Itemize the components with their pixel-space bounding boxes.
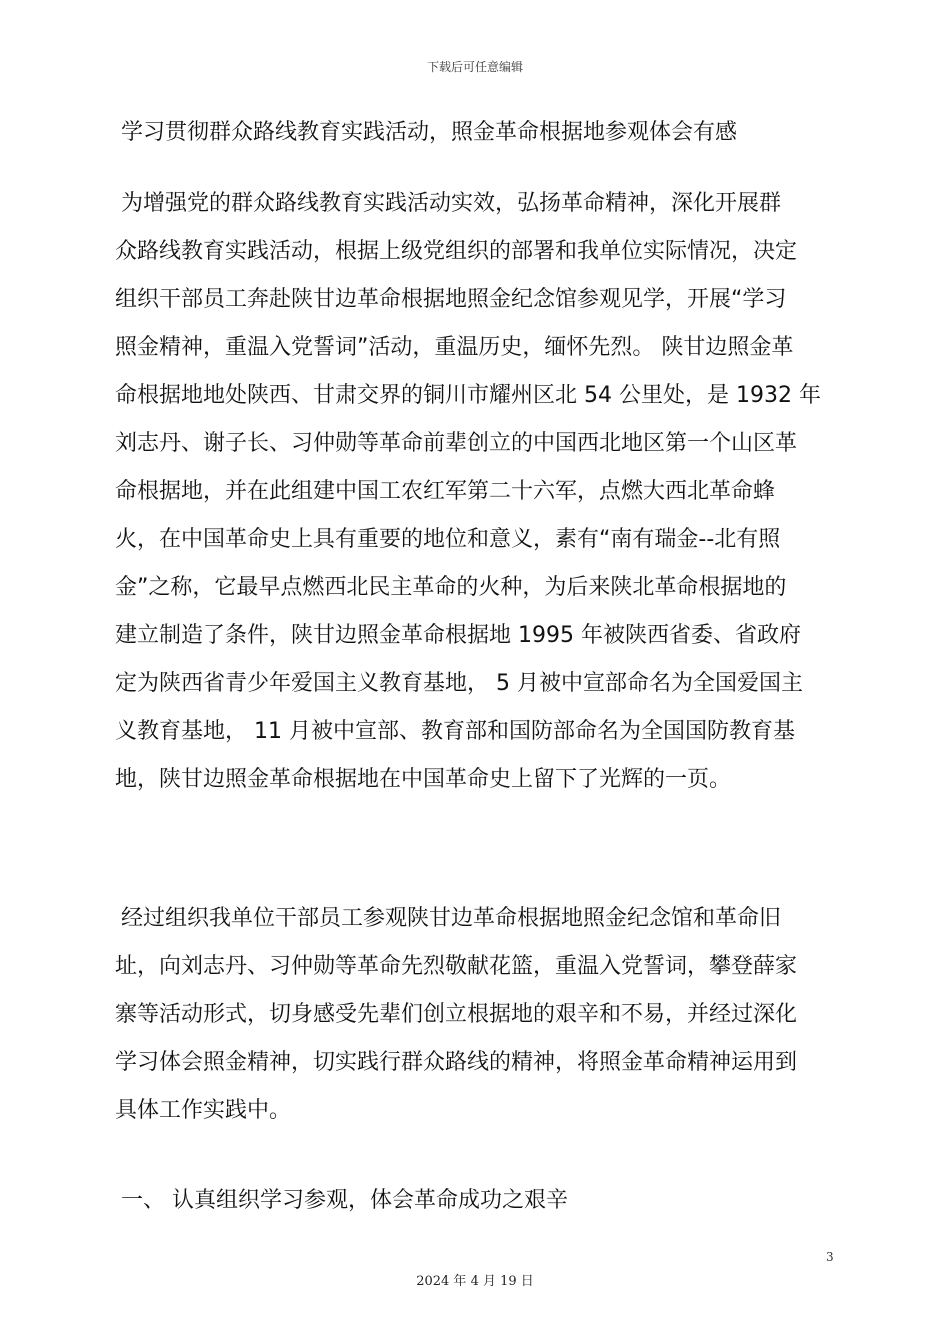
paragraph-2 bbox=[115, 895, 845, 1135]
page-number: 3 bbox=[826, 1250, 834, 1264]
paragraph-line: 命根据地地处陕西、甘肃交界的铜川市耀州区北 54 公里处，是 1932 年 bbox=[115, 383, 821, 408]
header-note: 下载后可任意编辑 bbox=[426, 60, 523, 74]
paragraph-line: 寨等活动形式，切身感受先辈们创立根据地的艰辛和不易，并经过深化 bbox=[115, 1002, 798, 1027]
paragraph-line: 为增强党的群众路线教育实践活动实效，弘扬革命精神，深化开展群 bbox=[121, 191, 782, 216]
paragraph-line: 金”之称，它最早点燃西北民主革命的火种，为后来陕北革命根据地的 bbox=[115, 575, 787, 600]
section-heading: 一、 认真组织学习参观，体会革命成功之艰辛 bbox=[121, 1188, 568, 1213]
document-title: 学习贯彻群众路线教育实践活动，照金革命根据地参观体会有感 bbox=[121, 120, 738, 145]
paragraph-line: 照金精神，重温入党誓词”活动，重温历史，缅怀先烈。 陕甘边照金革 bbox=[115, 335, 794, 360]
paragraph-line: 定为陕西省青少年爱国主义教育基地， 5 月被中宣部命名为全国爱国主 bbox=[115, 671, 803, 696]
paragraph-line: 址，向刘志丹、习仲勋等革命先烈敬献花篮，重温入党誓词，攀登薛家 bbox=[115, 954, 798, 979]
paragraph-line: 义教育基地， 11 月被中宣部、教育部和国防部命名为全国国防教育基 bbox=[115, 719, 795, 744]
paragraph-line: 具体工作实践中。 bbox=[115, 1098, 292, 1123]
paragraph-line: 建立制造了条件，陕甘边照金革命根据地 1995 年被陕西省委、省政府 bbox=[115, 623, 801, 648]
paragraph-line: 刘志丹、谢子长、习仲勋等革命前辈创立的中国西北地区第一个山区革 bbox=[115, 431, 798, 456]
paragraph-line: 众路线教育实践活动，根据上级党组织的部署和我单位实际情况，决定 bbox=[115, 239, 798, 264]
paragraph-line: 火，在中国革命史上具有重要的地位和意义，素有“南有瑞金--北有照 bbox=[115, 527, 781, 552]
paragraph-1 bbox=[115, 180, 845, 804]
paragraph-line: 学习体会照金精神，切实践行群众路线的精神，将照金革命精神运用到 bbox=[115, 1050, 798, 1075]
paragraph-line: 地，陕甘边照金革命根据地在中国革命史上留下了光辉的一页。 bbox=[115, 767, 732, 792]
paragraph-line: 组织干部员工奔赴陕甘边革命根据地照金纪念馆参观见学，开展“学习 bbox=[115, 287, 787, 312]
footer-date: 2024 年 4 月 19 日 bbox=[416, 1274, 534, 1289]
paragraph-line: 命根据地，并在此组建中国工农红军第二十六军，点燃大西北革命蜂 bbox=[115, 479, 776, 504]
paragraph-line: 经过组织我单位干部员工参观陕甘边革命根据地照金纪念馆和革命旧 bbox=[121, 906, 782, 931]
